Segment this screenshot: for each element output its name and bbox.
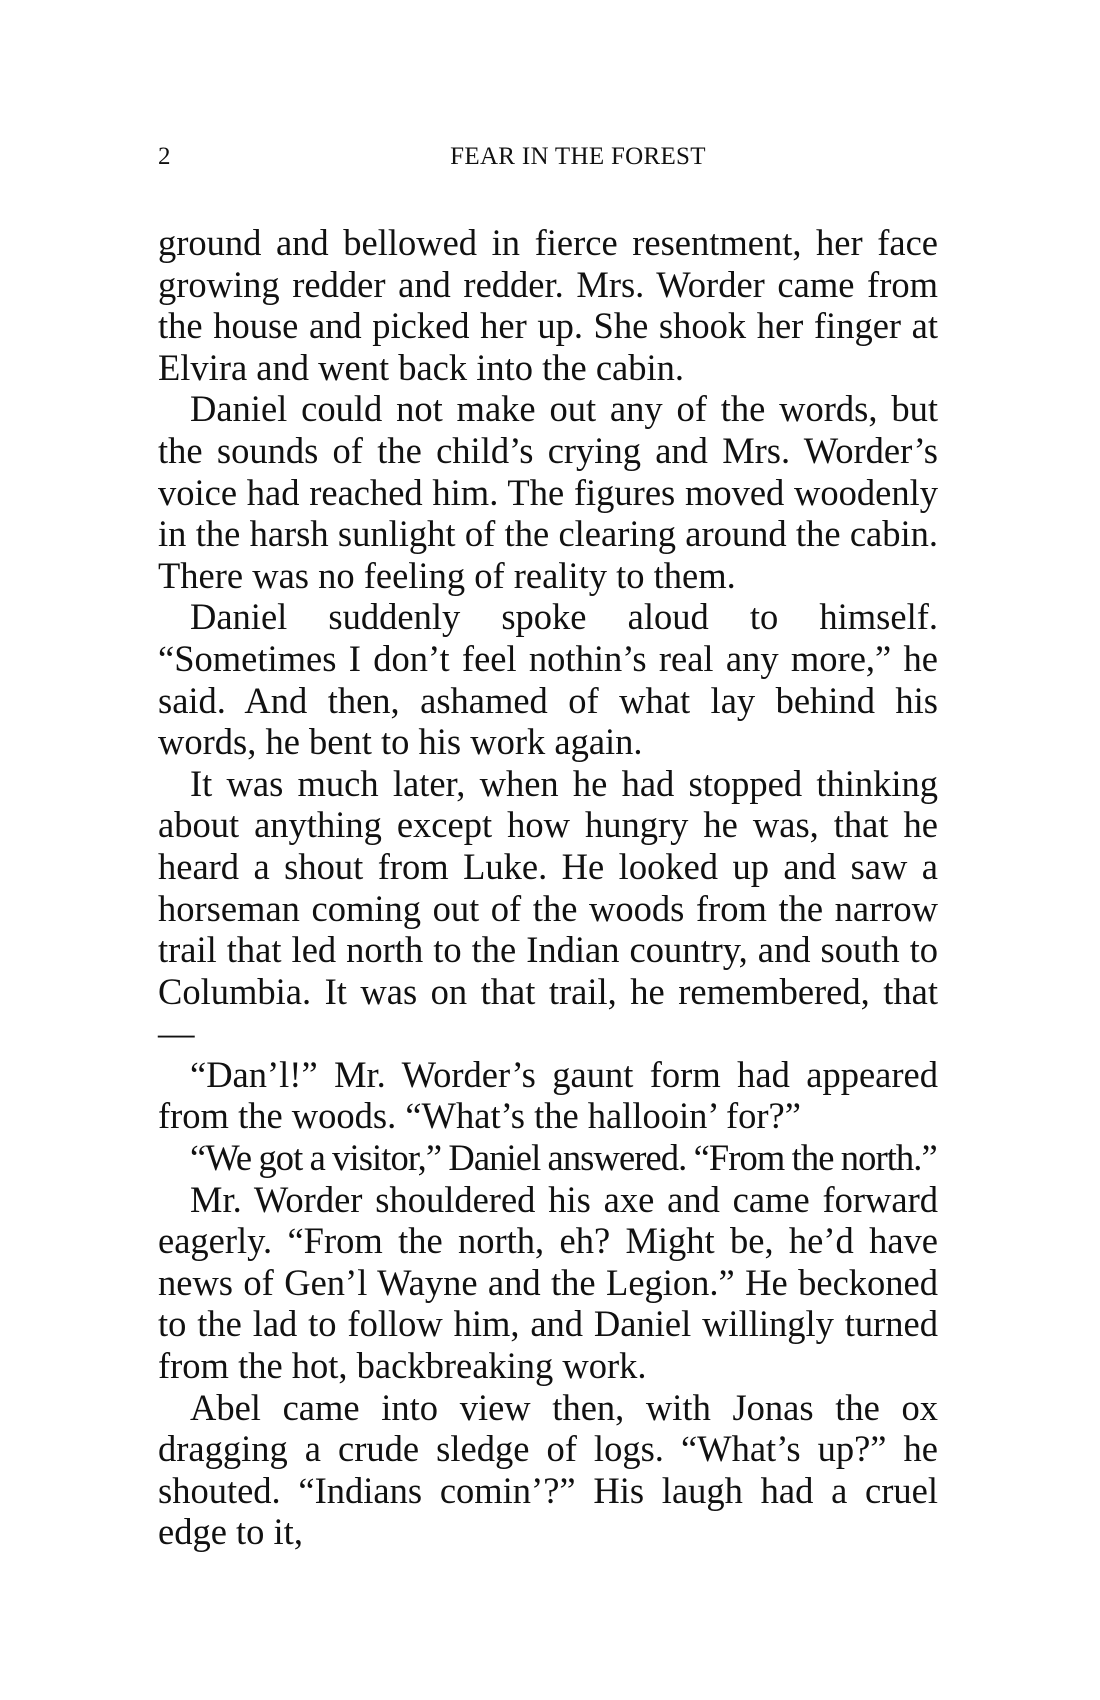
paragraph: “We got a visitor,” Daniel answered. “From the north.” xyxy=(190,1137,937,1179)
book-title: FEAR IN THE FOREST xyxy=(450,143,706,170)
paragraph: It was much later, when he had stopped thinking about anything except how hungry he was, that he heard a shout from Luke. He looked up and saw a horseman coming out of the woods from the narrow trail that led north to the Indian country, and south to Columbia. It was on that trail, he remembered, that— xyxy=(158,762,938,1054)
running-head xyxy=(158,140,938,174)
paragraph: Daniel could not make out any of the words, but the sounds of the child’s crying and Mrs. Worder’s voice had reached him. The figures moved woodenly in the harsh sunlight of the clearing around the cabin. There was no feeling of reality to them. xyxy=(158,388,938,596)
body-text xyxy=(158,222,938,1553)
paragraph: ground and bellowed in fierce resentment, her face growing redder and redder. Mrs. Worder came from the house and picked her up. She shook her finger at Elvira and went back into the cabin. xyxy=(158,222,938,388)
paragraph: “Dan’l!” Mr. Worder’s gaunt form had appeared from the woods. “What’s the halloo​in’ for?” xyxy=(158,1053,938,1137)
paragraph: Abel came into view then, with Jonas the ox dragging a crude sledge of logs. “What’s up?” he shouted. “Indians comin’?” His laugh had a cruel edge to it, xyxy=(158,1386,938,1553)
paragraph: Daniel suddenly spoke aloud to himself. “Sometimes I don’t feel nothin’s real any more,” he said. And then, ashamed of what lay behind his words, he bent to his work again. xyxy=(158,596,938,763)
paragraph: Mr. Worder shouldered his axe and came forward eagerly. “From the north, eh? Might be, he’d have news of Gen’l Wayne and the Legion.” He beckoned to the lad to follow him, and Daniel willingly turned from the hot, backbreaking work. xyxy=(158,1178,938,1387)
page-number: 2 xyxy=(158,143,171,170)
